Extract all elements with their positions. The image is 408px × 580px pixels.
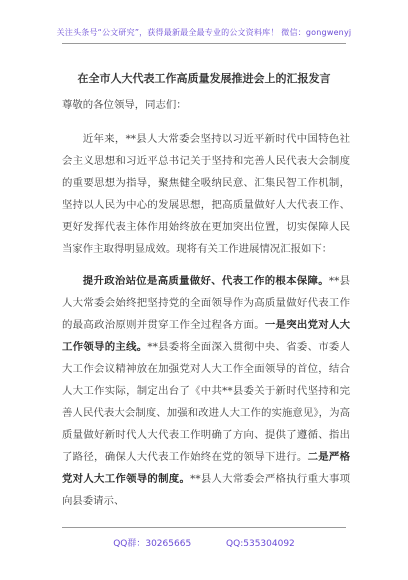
greeting-line: 尊敬的各位领导，同志们： <box>62 99 187 111</box>
paragraph-text: **县人大常委会严格执行重大事项向县委请示、 <box>62 473 351 507</box>
footer-qq-group: QQ群：30265665 <box>113 539 192 549</box>
paragraph-political-stance <box>62 270 350 512</box>
document-body <box>62 94 350 512</box>
paragraph-intro: 近年来，**县人大常委会坚持以习近平新时代中国特色社会主义思想和习近平总书记关于坚持和完善人民代表大会制度的重要思想为指导，聚焦健全吸纳民意、汇集民智工作机制，坚持以人民为中心的发展思想，把高质量做好人大代表工作、更好发挥代表主体作用始终放在更加突出位置，切实保障人民当家作主取得明显成效。现将有关工作进展情况汇报如下： <box>62 133 350 255</box>
section-heading: 提升政治站位是高质量做好、代表工作的根本保障。 <box>82 275 329 287</box>
footer-divider <box>62 527 346 528</box>
footer-contact <box>0 536 408 549</box>
paragraph-text: **县委将全面深入贯彻中央、省委、市委人大工作会议精神放在加强党对人大工作全面领导的首位，结合人大工作实际，制定出台了《中共**县委关于新时代坚持和完善人民代表大会制度、加强和改进人大工作的实施意见》，为高质量做好新时代人大代表工作明确了方向、提供了遵循、指出了路径，确保人大代表工作始终在党的领导下进行。 <box>62 341 351 463</box>
subpoint-heading-one: 一是突出党对人大工作领导的主线。 <box>62 319 351 353</box>
footer-qq-number: QQ:535304092 <box>226 539 295 549</box>
header-banner: 关注头条号“公文研究”，获得最新最全最专业的公文资料库！ 微信：gongwenyj <box>56 28 352 37</box>
subpoint-heading-two: 二是严格党对人大工作领导的制度。 <box>62 451 351 485</box>
document-title: 在全市人大代表工作高质量发展推进会上的汇报发言 <box>77 72 331 85</box>
header-divider <box>62 43 346 44</box>
paragraph-text: **县人大常委会始终把坚持党的全面领导作为高质量做好代表工作的最高政治原则并贯穿工作全过程各方面。 <box>62 275 351 331</box>
